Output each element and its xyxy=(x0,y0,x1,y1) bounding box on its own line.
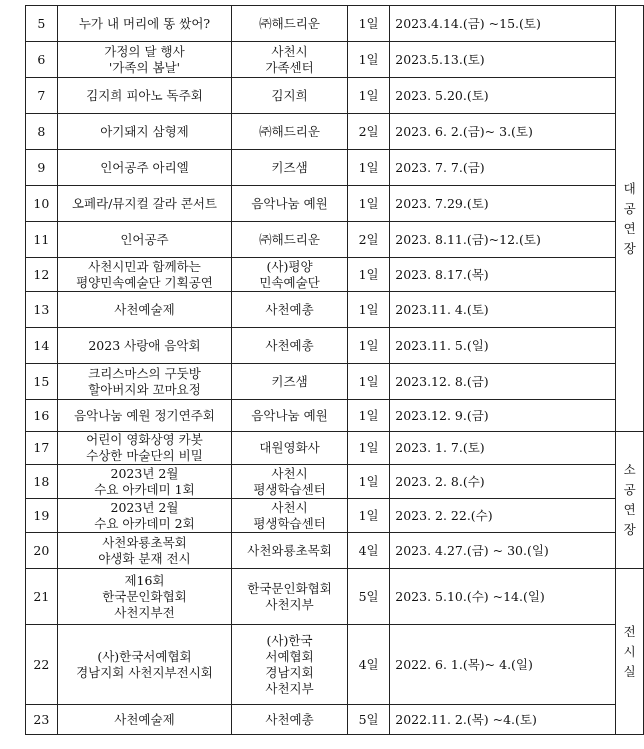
table-row xyxy=(26,150,644,186)
venue-cell: 대 공 연 장 xyxy=(616,6,644,432)
duration-cell: 1일 xyxy=(347,465,389,499)
table-row xyxy=(26,625,644,705)
duration-cell: 4일 xyxy=(347,625,389,705)
table-row xyxy=(26,114,644,150)
table-row xyxy=(26,533,644,569)
date-cell: 2023.4.14.(금) ~15.(토) xyxy=(390,6,616,42)
title-cell: 누가 내 머리에 똥 쌌어? xyxy=(57,6,231,42)
table-row xyxy=(26,6,644,42)
organizer-cell: 사천시 평생학습센터 xyxy=(232,465,348,499)
title-cell: 사천와룡초목회 야생화 분재 전시 xyxy=(57,533,231,569)
organizer-cell: ㈜해드리운 xyxy=(232,6,348,42)
date-cell: 2023. 8.11.(금)~12.(토) xyxy=(390,222,616,258)
organizer-cell: ㈜해드리운 xyxy=(232,114,348,150)
title-cell: 2023 사랑애 음악회 xyxy=(57,328,231,364)
title-cell: 사천시민과 함께하는 평양민속예술단 기획공연 xyxy=(57,258,231,292)
date-cell: 2023.11. 5.(일) xyxy=(390,328,616,364)
organizer-cell: 키즈샘 xyxy=(232,150,348,186)
title-cell: 오페라/뮤지컬 갈라 콘서트 xyxy=(57,186,231,222)
table-row xyxy=(26,400,644,432)
organizer-cell: 대원영화사 xyxy=(232,432,348,465)
title-cell: 가정의 달 행사 '가족의 봄날' xyxy=(57,42,231,78)
no-cell: 6 xyxy=(26,42,58,78)
no-cell: 13 xyxy=(26,292,58,328)
no-cell: 11 xyxy=(26,222,58,258)
duration-cell: 1일 xyxy=(347,258,389,292)
title-cell: 김지희 피아노 독주회 xyxy=(57,78,231,114)
organizer-cell: (사)평양 민속예술단 xyxy=(232,258,348,292)
title-cell: 인어공주 아리엘 xyxy=(57,150,231,186)
no-cell: 20 xyxy=(26,533,58,569)
date-cell: 2023. 5.20.(토) xyxy=(390,78,616,114)
date-cell: 2023. 6. 2.(금)~ 3.(토) xyxy=(390,114,616,150)
date-cell: 2023. 7. 7.(금) xyxy=(390,150,616,186)
table-row xyxy=(26,186,644,222)
no-cell: 22 xyxy=(26,625,58,705)
no-cell: 21 xyxy=(26,569,58,625)
no-cell: 14 xyxy=(26,328,58,364)
date-cell: 2023. 4.27.(금) ~ 30.(일) xyxy=(390,533,616,569)
table-row xyxy=(26,705,644,735)
table-row xyxy=(26,328,644,364)
no-cell: 7 xyxy=(26,78,58,114)
title-cell: 인어공주 xyxy=(57,222,231,258)
title-cell: 음악나눔 예원 정기연주회 xyxy=(57,400,231,432)
organizer-cell: 사천시 평생학습센터 xyxy=(232,499,348,533)
organizer-cell: (사)한국 서예협회 경남지회 사천지부 xyxy=(232,625,348,705)
date-cell: 2022. 6. 1.(목)~ 4.(일) xyxy=(390,625,616,705)
venue-cell: 전 시 실 xyxy=(616,569,644,735)
no-cell: 17 xyxy=(26,432,58,465)
title-cell: 아기돼지 삼형제 xyxy=(57,114,231,150)
no-cell: 16 xyxy=(26,400,58,432)
title-cell: 크리스마스의 구둣방 할아버지와 꼬마요정 xyxy=(57,364,231,400)
duration-cell: 1일 xyxy=(347,6,389,42)
date-cell: 2022.11. 2.(목) ~4.(토) xyxy=(390,705,616,735)
title-cell: 2023년 2월 수요 아카데미 2회 xyxy=(57,499,231,533)
organizer-cell: 사천시 가족센터 xyxy=(232,42,348,78)
title-cell: (사)한국서예협회 경남지회 사천지부전시회 xyxy=(57,625,231,705)
organizer-cell: 한국문인화협회 사천지부 xyxy=(232,569,348,625)
duration-cell: 1일 xyxy=(347,364,389,400)
date-cell: 2023. 8.17.(목) xyxy=(390,258,616,292)
organizer-cell: 사천예총 xyxy=(232,705,348,735)
organizer-cell: 사천와룡초목회 xyxy=(232,533,348,569)
duration-cell: 1일 xyxy=(347,186,389,222)
organizer-cell: ㈜해드리운 xyxy=(232,222,348,258)
table-row xyxy=(26,42,644,78)
duration-cell: 1일 xyxy=(347,78,389,114)
organizer-cell: 음악나눔 예원 xyxy=(232,186,348,222)
table-row xyxy=(26,258,644,292)
duration-cell: 5일 xyxy=(347,569,389,625)
table-row xyxy=(26,78,644,114)
organizer-cell: 사천예총 xyxy=(232,292,348,328)
duration-cell: 4일 xyxy=(347,533,389,569)
duration-cell: 1일 xyxy=(347,292,389,328)
duration-cell: 1일 xyxy=(347,432,389,465)
date-cell: 2023.11. 4.(토) xyxy=(390,292,616,328)
title-cell: 사천예술제 xyxy=(57,292,231,328)
no-cell: 18 xyxy=(26,465,58,499)
event-schedule-table xyxy=(25,5,644,735)
table-row xyxy=(26,364,644,400)
table-row xyxy=(26,569,644,625)
table-row xyxy=(26,222,644,258)
date-cell: 2023.12. 9.(금) xyxy=(390,400,616,432)
duration-cell: 2일 xyxy=(347,114,389,150)
no-cell: 15 xyxy=(26,364,58,400)
date-cell: 2023. 2. 8.(수) xyxy=(390,465,616,499)
title-cell: 제16회 한국문인화협회 사천지부전 xyxy=(57,569,231,625)
no-cell: 5 xyxy=(26,6,58,42)
table-row xyxy=(26,499,644,533)
no-cell: 23 xyxy=(26,705,58,735)
duration-cell: 1일 xyxy=(347,150,389,186)
duration-cell: 1일 xyxy=(347,328,389,364)
date-cell: 2023. 5.10.(수) ~14.(일) xyxy=(390,569,616,625)
no-cell: 9 xyxy=(26,150,58,186)
title-cell: 어린이 영화상영 카봇 수상한 마술단의 비밀 xyxy=(57,432,231,465)
duration-cell: 1일 xyxy=(347,42,389,78)
venue-cell: 소 공 연 장 xyxy=(616,432,644,569)
date-cell: 2023. 2. 22.(수) xyxy=(390,499,616,533)
date-cell: 2023. 7.29.(토) xyxy=(390,186,616,222)
title-cell: 2023년 2월 수요 아카데미 1회 xyxy=(57,465,231,499)
organizer-cell: 김지희 xyxy=(232,78,348,114)
no-cell: 10 xyxy=(26,186,58,222)
date-cell: 2023.12. 8.(금) xyxy=(390,364,616,400)
table-row xyxy=(26,292,644,328)
schedule-body xyxy=(26,6,644,735)
duration-cell: 1일 xyxy=(347,400,389,432)
duration-cell: 1일 xyxy=(347,499,389,533)
title-cell: 사천예술제 xyxy=(57,705,231,735)
table-row xyxy=(26,465,644,499)
organizer-cell: 음악나눔 예원 xyxy=(232,400,348,432)
table-row xyxy=(26,432,644,465)
date-cell: 2023.5.13.(토) xyxy=(390,42,616,78)
organizer-cell: 사천예총 xyxy=(232,328,348,364)
organizer-cell: 키즈샘 xyxy=(232,364,348,400)
no-cell: 19 xyxy=(26,499,58,533)
duration-cell: 2일 xyxy=(347,222,389,258)
no-cell: 8 xyxy=(26,114,58,150)
no-cell: 12 xyxy=(26,258,58,292)
duration-cell: 5일 xyxy=(347,705,389,735)
date-cell: 2023. 1. 7.(토) xyxy=(390,432,616,465)
